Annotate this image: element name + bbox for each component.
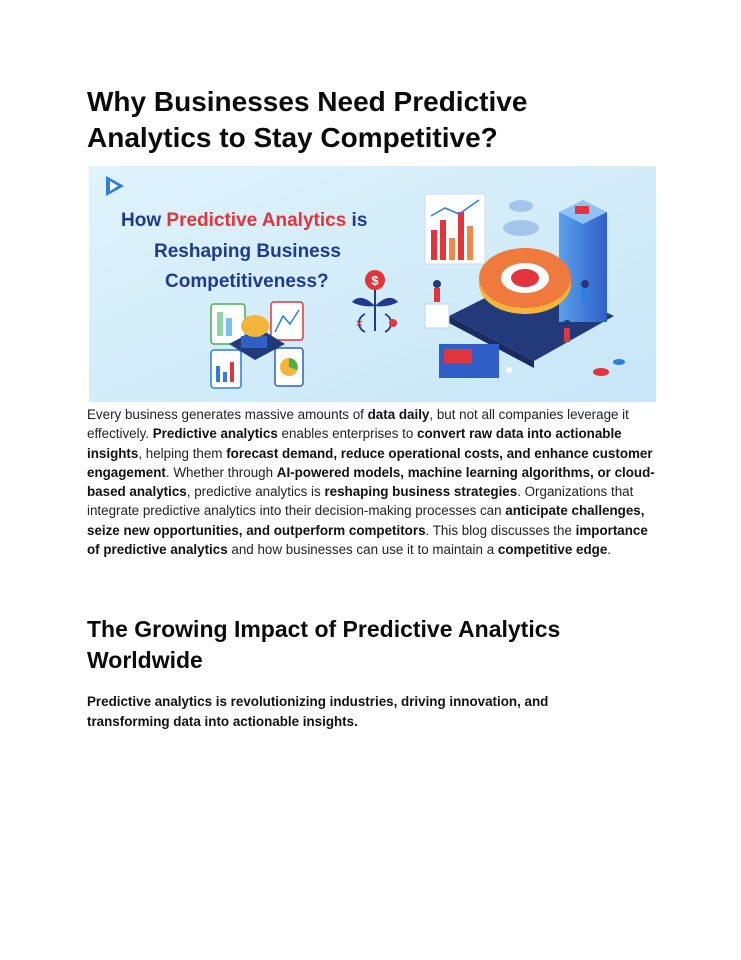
intro-text-run: , but not all companies leverage it effectively. <box>87 407 629 442</box>
intro-bold-run: Predictive analytics <box>152 426 278 442</box>
intro-bold-run: data daily <box>367 407 430 422</box>
intro-text-run: . Organizations that integrate predictive analytics into their decision-making processes can <box>87 484 634 519</box>
svg-text:$: $ <box>371 273 379 288</box>
intro-text-run: . <box>607 542 611 558</box>
section-lead: Predictive analytics is revolutionizing industries, driving innovation, and transforming data into actionable insights. <box>87 694 549 729</box>
intro-bold-run: convert raw data into actionable insights <box>87 426 622 461</box>
intro-paragraph <box>87 405 657 559</box>
hero-image <box>89 166 656 402</box>
page-title: Why Businesses Need Predictive Analytics to Stay Competitive? <box>87 86 528 153</box>
intro-bold-run: reshaping business strategies <box>324 484 518 500</box>
intro-bold-run: forecast demand, reduce operational costs, and enhance customer engagement <box>87 445 653 480</box>
intro-text-run: and how businesses can use it to maintain a <box>227 542 498 558</box>
intro-text-run: Every business generates massive amounts of <box>87 407 368 422</box>
intro-text-run: , helping them <box>138 445 227 461</box>
intro-bold-run: importance of predictive analytics <box>87 522 648 558</box>
hero-heading-line3: Competitiveness? <box>165 271 329 292</box>
section-heading: The Growing Impact of Predictive Analytics Worldwide <box>87 616 561 673</box>
intro-bold-run: AI-powered models, machine learning algorithms, or cloud-based analytics <box>87 464 655 500</box>
intro-bold-run: competitive edge <box>497 542 608 558</box>
intro-bold-run: anticipate challenges, seize new opportunities, and outperform competitors <box>87 503 645 538</box>
hero-illustration <box>89 166 656 402</box>
intro-text-run: . This blog discusses the <box>425 522 576 538</box>
intro-text-run: . Whether through <box>165 464 277 480</box>
hero-heading-line1: How Predictive Analytics is <box>121 210 368 231</box>
hero-heading-line2: Reshaping Business <box>154 241 341 262</box>
svg-text:✕: ✕ <box>355 319 364 330</box>
intro-text-run: , predictive analytics is <box>186 484 325 500</box>
intro-text-run: enables enterprises to <box>277 426 417 442</box>
